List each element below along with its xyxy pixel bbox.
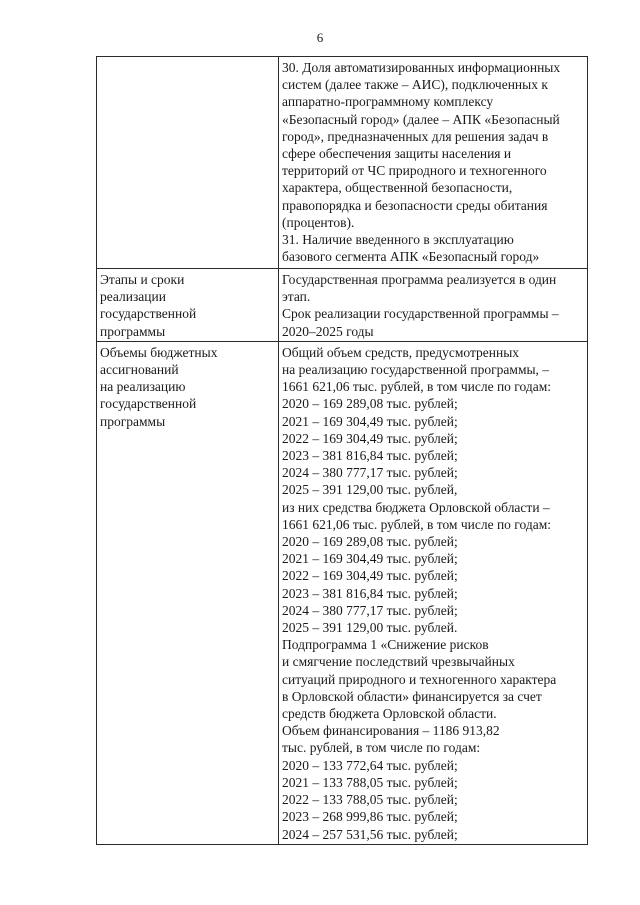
text-line: 2020 – 169 289,08 тыс. рублей; [282,396,458,412]
page-number: 6 [316,30,324,45]
text-line: 2024 – 380 777,17 тыс. рублей; [282,602,458,618]
label-cell [97,341,279,844]
text-line: 2023 – 381 816,84 тыс. рублей; [282,585,458,601]
text-line: 2022 – 169 304,49 тыс. рублей; [282,430,458,446]
text-line: Подпрограмма 1 «Снижение рисков [282,637,489,653]
text-line: 2022 – 169 304,49 тыс. рублей; [282,568,458,584]
text-line: на реализацию государственной программы, – [282,362,550,378]
text-line: систем (далее также – АИС), подключенных к [282,77,548,93]
text-line: 2020–2025 годы [282,323,374,339]
text-line: Этапы и сроки [100,272,185,287]
text-line: характера, общественной безопасности, [282,180,513,196]
text-line: Государственная программа реализуется в один [282,272,557,287]
label-cell [97,269,279,342]
text-line: аппаратно-программному комплексу [282,94,494,110]
text-line: город», предназначенных для решения задач в [282,128,549,144]
text-line: тыс. рублей, в том числе по годам: [282,740,481,756]
text-line: реализации [100,289,166,305]
table-body [97,57,588,845]
text-line: базового сегмента АПК «Безопасный город» [282,249,540,265]
text-line: «Безопасный город» (далее – АПК «Безопасный [282,111,560,127]
text-line: программы [100,323,166,339]
text-line: 2024 – 257 531,56 тыс. рублей; [282,826,458,842]
text-line: государственной [100,396,197,412]
text-line: средств бюджета Орловской области. [282,706,497,722]
text-line: в Орловской области» финансируется за счет [282,688,542,704]
text-line: 1661 621,06 тыс. рублей, в том числе по годам: [282,379,552,395]
text-line: 2022 – 133 788,05 тыс. рублей; [282,792,458,808]
text-line: 2025 – 391 129,00 тыс. рублей, [282,482,458,498]
table-row-indicators [97,57,588,269]
table-row-stages [97,269,588,342]
text-line: программы [100,413,166,429]
text-line: государственной [100,306,197,322]
program-passport-table [96,56,588,845]
table-row-funding [97,341,588,844]
content-cell [279,269,588,342]
text-line: этап. [282,289,311,305]
text-line: 1661 621,06 тыс. рублей, в том числе по годам: [282,516,552,532]
text-line: 2023 – 381 816,84 тыс. рублей; [282,448,458,464]
text-line: сфере обеспечения защиты населения и [282,146,512,162]
text-line: ситуаций природного и техногенного характера [282,671,557,687]
content-cell [279,341,588,844]
text-line: Объемы бюджетных [100,344,218,360]
text-line: Объем финансирования – 1186 913,82 [282,723,500,739]
text-line: и смягчение последствий чрезвычайных [282,654,515,670]
text-line: из них средства бюджета Орловской области – [282,499,550,515]
text-line: 2023 – 268 999,86 тыс. рублей; [282,809,458,825]
text-line: 2024 – 380 777,17 тыс. рублей; [282,465,458,481]
text-line: 2021 – 169 304,49 тыс. рублей; [282,551,458,567]
text-line: территорий от ЧС природного и техногенного [282,163,547,179]
text-line: 2020 – 169 289,08 тыс. рублей; [282,534,458,550]
text-line: 2021 – 133 788,05 тыс. рублей; [282,774,458,790]
content-cell [279,57,588,269]
text-line: 2025 – 391 129,00 тыс. рублей. [282,620,458,636]
text-line: Срок реализации государственной программы – [282,306,559,322]
text-line: 2021 – 169 304,49 тыс. рублей; [282,413,458,429]
text-line: ассигнований [100,362,179,378]
text-line: на реализацию [100,379,186,395]
text-line: 31. Наличие введенного в эксплуатацию [282,232,514,248]
label-cell [97,57,279,269]
text-line: правопорядка и безопасности среды обитания [282,197,548,213]
text-line: 2020 – 133 772,64 тыс. рублей; [282,757,458,773]
text-line: 30. Доля автоматизированных информационных [282,60,561,75]
text-line: Общий объем средств, предусмотренных [282,344,520,360]
text-line: (процентов). [282,214,355,230]
